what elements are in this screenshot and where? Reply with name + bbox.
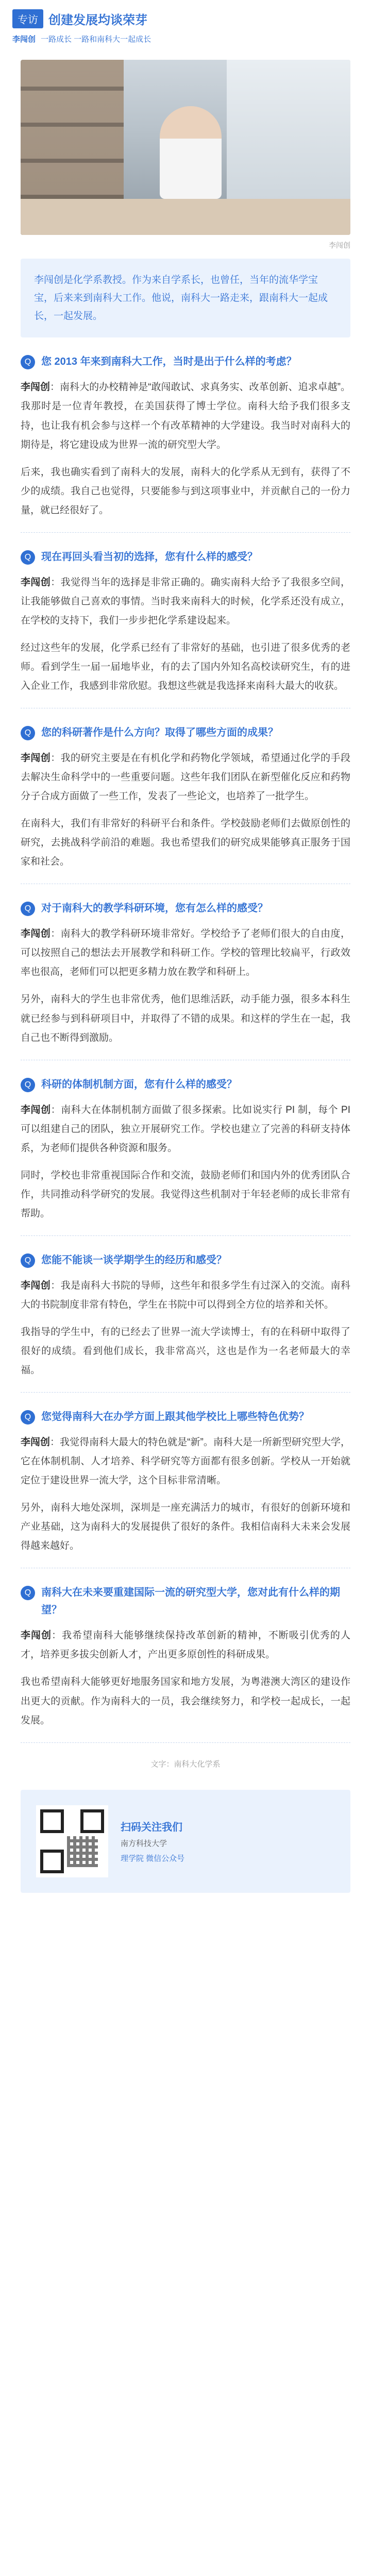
question-text: 您 2013 年来到南科大工作，当时是出于什么样的考虑？ bbox=[41, 356, 297, 368]
answer-paragraph: 李闯创：我的研究主要是在有机化学和药物化学领域，希望通过化学的手段去解决生命科学中的一些重要问题。这些年我们团队在新型催化反应和药物分子合成方面做了一些工作，发表了一些论文，也培养了一批学生。 bbox=[21, 753, 350, 802]
answer-block bbox=[21, 378, 350, 519]
question-icon: Q bbox=[21, 726, 35, 740]
answer-paragraph: 另外，南科大的学生也非常优秀，他们思维活跃，动手能力强，很多本科生就已经参与到科研项目中，并取得了不错的成果。和这样的学生在一起，我自己也不断得到激励。 bbox=[21, 994, 350, 1043]
qa-section bbox=[21, 1584, 350, 1730]
header-row bbox=[12, 9, 359, 28]
qr-code[interactable] bbox=[36, 1805, 108, 1877]
answer-block bbox=[21, 573, 350, 696]
question-text: 现在再回头看当初的选择，您有什么样的感受？ bbox=[41, 551, 258, 563]
answer-speaker: 李闯创 bbox=[21, 577, 51, 588]
question-row bbox=[21, 900, 350, 917]
answer-text: 南科大的办校精神是“敢闯敢试、求真务实、改革创新、追求卓越”。我那时是一位青年教授，在美国获得了博士学位。南科大给予我们很多支持，也让我有机会参与这样一个有改革精神的大学建设。我当时对南科大的期待是，将它建设成为世界一流的研究型大学。 bbox=[21, 382, 350, 450]
answer-paragraph: 另外，南科大地处深圳，深圳是一座充满活力的城市，有很好的创新环境和产业基础，这为南科大的发展提供了很好的条件。我相信南科大未来会发展得越来越好。 bbox=[21, 1502, 350, 1552]
question-icon: Q bbox=[21, 1410, 35, 1425]
qr-subtitle: 南方科技大学 bbox=[121, 1839, 167, 1849]
answer-paragraph: 李闯创：我觉得南科大最大的特色就是“新”。南科大是一所新型研究型大学，它在体制机制、人才培养、科学研究等方面都有很多创新。学校从一开始就定位于建设世界一流大学，这个目标非常清晰。 bbox=[21, 1437, 350, 1486]
section-divider bbox=[21, 1392, 350, 1393]
answer-paragraph: 我也希望南科大能够更好地服务国家和地方发展，为粤港澳大湾区的建设作出更大的贡献。作为南科大的一员，我会继续努力，和学校一起成长，一起发展。 bbox=[21, 1676, 350, 1726]
question-icon: Q bbox=[21, 355, 35, 369]
qa-section bbox=[21, 1076, 350, 1223]
question-icon: Q bbox=[21, 1253, 35, 1268]
answer-speaker: 李闯创 bbox=[21, 382, 50, 393]
question-text: 对于南科大的教学科研环境，您有怎么样的感受？ bbox=[41, 903, 268, 914]
endnote: 文字：南科大化学系 bbox=[150, 1759, 221, 1769]
answer-paragraph: 在南科大，我们有非常好的科研平台和条件。学校鼓励老师们去做原创性的研究，去挑战科学前沿的难题。我也希望我们的研究成果能够真正服务于国家和社会。 bbox=[21, 818, 350, 868]
question-row bbox=[21, 724, 350, 741]
answer-speaker: 李闯创 bbox=[21, 928, 51, 940]
answer-paragraph: 我指导的学生中，有的已经去了世界一流大学读博士，有的在科研中取得了很好的成绩。看到他们成长，我非常高兴，这也是作为一名老师最大的幸福。 bbox=[21, 1326, 350, 1376]
qa-section bbox=[21, 1408, 350, 1555]
intro-box: 李闯创是化学系教授。作为来自学系长，也曾任，当年的流华学宝宝，后来来到南科大工作。他说，南科大一路走来，跟南科大一起成长，一起发展。 bbox=[21, 259, 350, 337]
qa-section bbox=[21, 900, 350, 1047]
question-text: 您觉得南科大在办学方面上跟其他学校比上哪些特色优势？ bbox=[41, 1411, 309, 1423]
qa-section bbox=[21, 724, 350, 871]
qa-section bbox=[21, 353, 350, 519]
person-shape bbox=[160, 106, 222, 199]
answer-block bbox=[21, 1276, 350, 1380]
answer-block bbox=[21, 1100, 350, 1223]
section-divider bbox=[21, 532, 350, 533]
answer-paragraph: 李闯创：南科大的办校精神是“敢闯敢试、求真务实、改革创新、追求卓越”。我那时是一位青年教授，在美国获得了博士学位。南科大给予我们很多支持，也让我有机会参与这样一个有改革精神的大学建设。我当时对南科大的期待是，将它建设成为世界一流的研究型大学。 bbox=[21, 382, 350, 450]
question-text: 您的科研著作是什么方向？取得了哪些方面的成果？ bbox=[41, 727, 278, 739]
question-text: 南科大在未来要重建国际一流的研究型大学，您对此有什么样的期望？ bbox=[41, 1587, 340, 1616]
desk-shape bbox=[21, 199, 350, 235]
question-row bbox=[21, 1408, 350, 1426]
photo-caption: 李闯创 bbox=[329, 241, 350, 249]
question-row bbox=[21, 353, 350, 370]
answer-text: 南科大在体制机制方面做了很多探索。比如说实行 PI 制，每个 PI 可以组建自己的团队，独立开展研究工作。学校也建立了完善的科研支持体系，为老师们提供各种资源和服务。 bbox=[21, 1104, 350, 1154]
header bbox=[0, 0, 371, 49]
answer-block bbox=[21, 749, 350, 871]
qr-subtitle-2: 理学院 微信公众号 bbox=[121, 1854, 185, 1863]
answer-speaker: 李闯创 bbox=[21, 1437, 50, 1448]
question-row bbox=[21, 1076, 350, 1093]
answer-paragraph: 李闯创：南科大在体制机制方面做了很多探索。比如说实行 PI 制，每个 PI 可以组建自己的团队，独立开展研究工作。学校也建立了完善的科研支持体系，为老师们提供各种资源和服务。 bbox=[21, 1104, 350, 1154]
qr-text bbox=[121, 1819, 184, 1863]
question-icon: Q bbox=[21, 1586, 35, 1600]
section-divider bbox=[21, 1235, 350, 1236]
speaker-name: 李闯创 bbox=[12, 35, 36, 44]
answer-block bbox=[21, 1626, 350, 1730]
answer-paragraph: 后来，我也确实看到了南科大的发展，南科大的化学系从无到有，获得了不少的成绩。我自己也觉得，只要能参与到这项事业中，并贡献自己的一份力量，就已经很好了。 bbox=[21, 466, 350, 516]
answer-paragraph: 经过这些年的发展，化学系已经有了非常好的基础，也引进了很多优秀的老师。看到学生一届一届地毕业，有的去了国内外知名高校读研究生，有的进入企业工作，我感到非常欣慰。我想这些就是我选择来南科大最大的收获。 bbox=[21, 642, 350, 691]
qr-title: 扫码关注我们 bbox=[121, 1822, 182, 1834]
qa-section bbox=[21, 1251, 350, 1380]
answer-speaker: 李闯创 bbox=[21, 1630, 52, 1641]
question-icon: Q bbox=[21, 550, 35, 565]
section-divider bbox=[21, 1742, 350, 1743]
header-subtitle: 一路成长 一路和南科大一起成长 bbox=[41, 35, 151, 44]
answer-paragraph: 李闯创：我是南科大书院的导师，这些年和很多学生有过深入的交流。南科大的书院制度非常有特色，学生在书院中可以得到全方位的培养和关怀。 bbox=[21, 1280, 350, 1310]
question-icon: Q bbox=[21, 1078, 35, 1092]
answer-text: 南科大的教学科研环境非常好。学校给予了老师们很大的自由度，可以按照自己的想法去开展教学和科研工作。学校的管理比较扁平，行政效率也很高，老师们可以把更多精力放在教学和科研上。 bbox=[21, 928, 350, 978]
question-row bbox=[21, 1251, 350, 1269]
answer-paragraph: 李闯创：我希望南科大能够继续保持改革创新的精神，不断吸引优秀的人才，培养更多拔尖创新人才，产出更多原创性的科研成果。 bbox=[21, 1630, 350, 1660]
qa-section bbox=[21, 548, 350, 696]
question-text: 您能不能谈一谈学期学生的经历和感受？ bbox=[41, 1254, 227, 1266]
answer-speaker: 李闯创 bbox=[21, 1104, 51, 1115]
answer-text: 我希望南科大能够继续保持改革创新的精神，不断吸引优秀的人才，培养更多拔尖创新人才，产出更多原创性的科研成果。 bbox=[21, 1630, 350, 1660]
header-subtitle-row bbox=[12, 33, 359, 44]
answer-text: 我觉得当年的选择是非常正确的。确实南科大给予了我很多空间，让我能够做自己喜欢的事情。当时我来南科大的时候，化学系还没有成立，在学校的支持下，我们一步步把化学系建设起来。 bbox=[21, 577, 350, 626]
question-text: 科研的体制机制方面，您有什么样的感受？ bbox=[41, 1078, 237, 1090]
photo-wrap bbox=[21, 60, 350, 235]
header-tag: 专访 bbox=[12, 9, 43, 28]
question-icon: Q bbox=[21, 902, 35, 916]
answer-paragraph: 李闯创：南科大的教学科研环境非常好。学校给予了老师们很大的自由度，可以按照自己的想法去开展教学和科研工作。学校的管理比较扁平，行政效率也很高，老师们可以把更多精力放在教学和科研上。 bbox=[21, 928, 350, 978]
answer-block bbox=[21, 1433, 350, 1555]
answer-paragraph: 同时，学校也非常重视国际合作和交流，鼓励老师们和国内外的优秀团队合作，共同推动科学研究的发展。我觉得这些机制对于年轻老师的成长非常有帮助。 bbox=[21, 1170, 350, 1219]
header-title: 创建发展均谈荣芽 bbox=[48, 13, 147, 27]
answer-speaker: 李闯创 bbox=[21, 753, 51, 764]
question-row bbox=[21, 548, 350, 566]
question-row bbox=[21, 1584, 350, 1619]
portrait-photo bbox=[21, 60, 350, 235]
answer-text: 我的研究主要是在有机化学和药物化学领域，希望通过化学的手段去解决生命科学中的一些重要问题。这些年我们团队在新型催化反应和药物分子合成方面做了一些工作，发表了一些论文，也培养了一批学生。 bbox=[21, 753, 350, 802]
qr-box bbox=[21, 1790, 350, 1893]
answer-speaker: 李闯创 bbox=[21, 1280, 51, 1291]
answer-text: 我觉得南科大最大的特色就是“新”。南科大是一所新型研究型大学，它在体制机制、人才培养、科学研究等方面都有很多创新。学校从一开始就定位于建设世界一流大学，这个目标非常清晰。 bbox=[21, 1437, 350, 1486]
answer-paragraph: 李闯创：我觉得当年的选择是非常正确的。确实南科大给予了我很多空间，让我能够做自己喜欢的事情。当时我来南科大的时候，化学系还没有成立，在学校的支持下，我们一步步把化学系建设起来。 bbox=[21, 577, 350, 626]
qa-list bbox=[0, 353, 371, 1742]
answer-block bbox=[21, 924, 350, 1047]
answer-text: 我是南科大书院的导师，这些年和很多学生有过深入的交流。南科大的书院制度非常有特色，学生在书院中可以得到全方位的培养和关怀。 bbox=[21, 1280, 350, 1310]
